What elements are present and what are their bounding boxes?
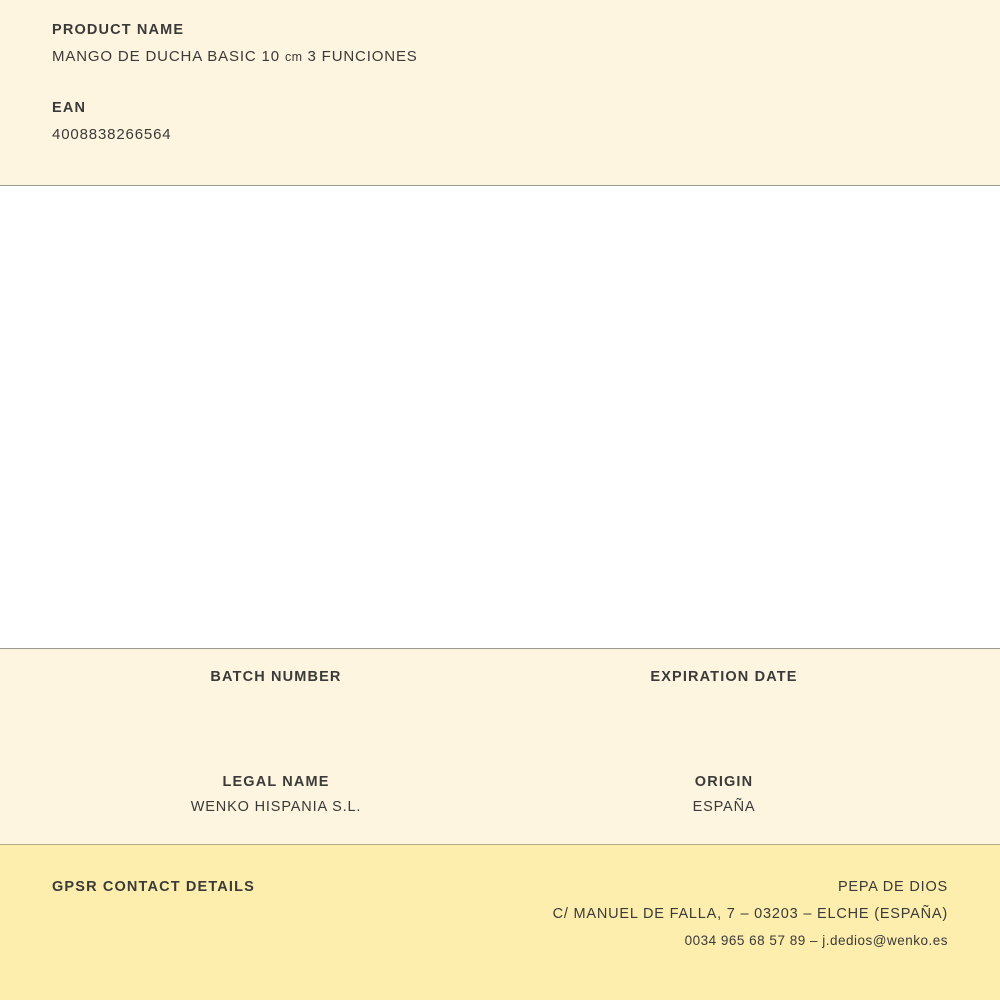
origin-label: ORIGIN (694, 774, 754, 790)
contact-person: PEPA DE DIOS (837, 879, 948, 895)
batch-number-value (52, 694, 500, 711)
product-name-group (52, 22, 948, 65)
origin-value: ESPAÑA (692, 799, 756, 815)
product-name-label: PRODUCT NAME (52, 22, 185, 38)
legal-name-cell (52, 774, 500, 816)
expiration-date-cell (500, 669, 948, 711)
gpsr-contact-label: GPSR CONTACT DETAILS (52, 879, 255, 895)
contact-address: C/ MANUEL DE FALLA, 7 – 03203 – ELCHE (ESPAÑA) (552, 906, 948, 922)
product-name-unit: cm (284, 50, 303, 64)
product-name-main: MANGO DE DUCHA BASIC 10 (52, 48, 280, 65)
batch-expiration-row (52, 669, 948, 711)
gpsr-footer (0, 845, 1000, 1000)
ean-label: EAN (52, 100, 87, 116)
ean-value: 4008838266564 (52, 126, 172, 143)
product-name-tail: 3 FUNCIONES (307, 48, 418, 65)
traceability-block (0, 649, 1000, 845)
legal-name-label: LEGAL NAME (222, 774, 330, 790)
legal-name-value: WENKO HISPANIA S.L. (190, 799, 362, 815)
expiration-date-value (500, 694, 948, 711)
product-name-value (52, 48, 948, 65)
legal-origin-row (52, 774, 948, 816)
expiration-date-label: EXPIRATION DATE (650, 669, 798, 685)
product-identification-block (0, 0, 1000, 186)
product-image-area (0, 186, 1000, 649)
batch-number-cell (52, 669, 500, 711)
origin-cell (500, 774, 948, 816)
contact-phone-email: 0034 965 68 57 89 – j.dedios@wenko.es (684, 933, 948, 948)
batch-number-label: BATCH NUMBER (210, 669, 342, 685)
ean-group (52, 100, 948, 143)
gpsr-contact-details (553, 879, 948, 948)
